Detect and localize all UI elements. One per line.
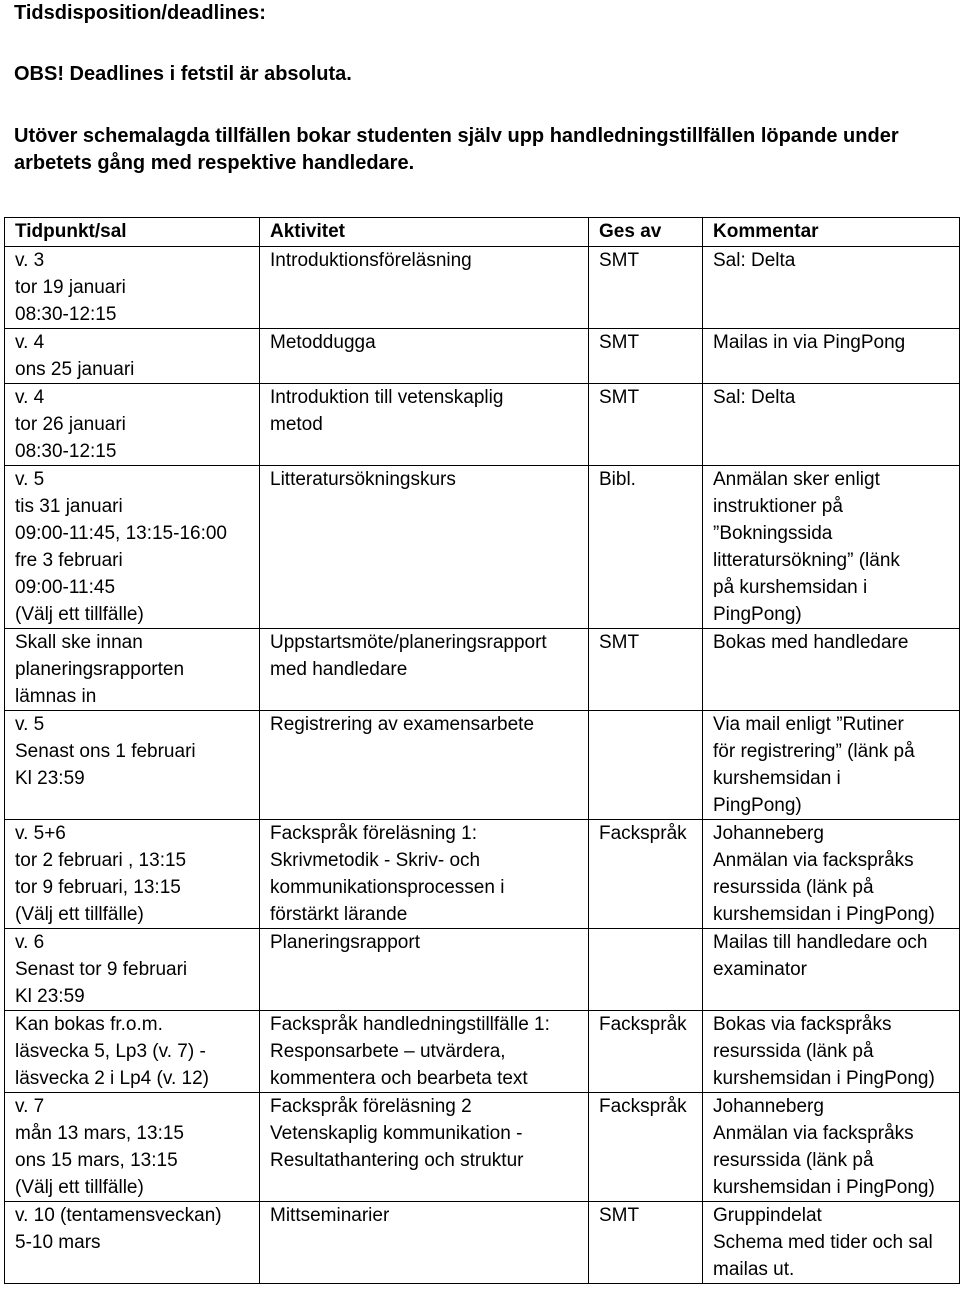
table-row bbox=[5, 820, 960, 929]
cell-given-by bbox=[589, 384, 703, 466]
schedule-table bbox=[4, 217, 960, 1284]
cell-comment bbox=[703, 1202, 960, 1284]
cell-activity-line: Metoddugga bbox=[270, 332, 376, 353]
cell-given-by bbox=[589, 929, 703, 1011]
cell-activity bbox=[260, 711, 589, 820]
cell-comment bbox=[703, 1011, 960, 1093]
cell-comment-line: på kurshemsidan i bbox=[713, 577, 868, 598]
cell-given-by bbox=[589, 820, 703, 929]
cell-activity-line: Vetenskaplig kommunikation - bbox=[270, 1123, 523, 1144]
cell-time-line: lämnas in bbox=[15, 686, 97, 707]
cell-time-line: 5-10 mars bbox=[15, 1232, 101, 1253]
cell-comment-line: kurshemsidan i PingPong) bbox=[713, 1068, 935, 1089]
cell-activity-line: Fackspråk föreläsning 1: bbox=[270, 823, 477, 844]
cell-time-line: läsvecka 5, Lp3 (v. 7) - bbox=[15, 1041, 206, 1062]
table-row bbox=[5, 466, 960, 629]
cell-activity bbox=[260, 820, 589, 929]
cell-comment bbox=[703, 1093, 960, 1202]
cell-activity bbox=[260, 384, 589, 466]
page-title: Tidsdisposition/deadlines: bbox=[14, 2, 266, 24]
cell-given-by-text: SMT bbox=[599, 387, 640, 408]
cell-time-line: 08:30-12:15 bbox=[15, 441, 117, 462]
cell-activity-line: Fackspråk handledningstillfälle 1: bbox=[270, 1014, 550, 1035]
cell-time-line: v. 5 bbox=[15, 714, 45, 735]
cell-comment-line: PingPong) bbox=[713, 604, 802, 625]
cell-comment-line: Gruppindelat bbox=[713, 1205, 822, 1226]
cell-given-by-text: SMT bbox=[599, 632, 640, 653]
cell-comment-line: litteratursökning” (länk bbox=[713, 550, 900, 571]
cell-time-line: tor 9 februari, 13:15 bbox=[15, 877, 181, 898]
cell-comment bbox=[703, 629, 960, 711]
cell-comment-line: Bokas med handledare bbox=[713, 632, 909, 653]
cell-time-line: tor 2 februari , 13:15 bbox=[15, 850, 187, 871]
cell-given-by-text: SMT bbox=[599, 1205, 640, 1226]
table-header-row bbox=[5, 218, 960, 247]
cell-activity-line: med handledare bbox=[270, 659, 408, 680]
cell-time-line: tor 26 januari bbox=[15, 414, 126, 435]
cell-time-line: v. 4 bbox=[15, 387, 45, 408]
cell-comment-line: Johanneberg bbox=[713, 1096, 824, 1117]
cell-given-by bbox=[589, 1093, 703, 1202]
cell-activity-line: Mittseminarier bbox=[270, 1205, 390, 1226]
header-comment: Kommentar bbox=[703, 218, 960, 247]
cell-time bbox=[5, 384, 260, 466]
cell-time bbox=[5, 820, 260, 929]
cell-given-by bbox=[589, 247, 703, 329]
cell-given-by bbox=[589, 1011, 703, 1093]
cell-comment-line: för registrering” (länk på bbox=[713, 741, 915, 762]
table-row bbox=[5, 629, 960, 711]
table-row bbox=[5, 929, 960, 1011]
cell-comment-line: Schema med tider och sal bbox=[713, 1232, 933, 1253]
cell-time bbox=[5, 247, 260, 329]
cell-activity-line: Planeringsrapport bbox=[270, 932, 420, 953]
cell-time bbox=[5, 1202, 260, 1284]
cell-given-by bbox=[589, 466, 703, 629]
cell-activity bbox=[260, 629, 589, 711]
cell-time bbox=[5, 929, 260, 1011]
cell-given-by-text: Fackspråk bbox=[599, 1096, 687, 1117]
cell-comment-line: Sal: Delta bbox=[713, 250, 796, 271]
cell-activity-line: metod bbox=[270, 414, 323, 435]
cell-given-by-text: Fackspråk bbox=[599, 823, 687, 844]
cell-given-by bbox=[589, 711, 703, 820]
cell-comment-line: resurssida (länk på bbox=[713, 1041, 874, 1062]
cell-time-line: v. 10 (tentamensveckan) bbox=[15, 1205, 222, 1226]
cell-time-line: v. 6 bbox=[15, 932, 45, 953]
cell-given-by bbox=[589, 1202, 703, 1284]
cell-comment-line: kurshemsidan i bbox=[713, 768, 841, 789]
cell-time-line: tor 19 januari bbox=[15, 277, 126, 298]
cell-activity-line: Introduktion till vetenskaplig bbox=[270, 387, 504, 408]
cell-time-line: ons 25 januari bbox=[15, 359, 135, 380]
cell-time-line: Kl 23:59 bbox=[15, 768, 85, 789]
cell-time bbox=[5, 466, 260, 629]
header-time: Tidpunkt/sal bbox=[5, 218, 260, 247]
cell-time-line: fre 3 februari bbox=[15, 550, 123, 571]
table-row bbox=[5, 1011, 960, 1093]
cell-activity-line: förstärkt lärande bbox=[270, 904, 408, 925]
cell-comment-line: examinator bbox=[713, 959, 807, 980]
cell-comment-line: Via mail enligt ”Rutiner bbox=[713, 714, 904, 735]
cell-comment bbox=[703, 820, 960, 929]
cell-activity bbox=[260, 247, 589, 329]
cell-time-line: (Välj ett tillfälle) bbox=[15, 1177, 144, 1198]
table-row bbox=[5, 247, 960, 329]
table-row bbox=[5, 329, 960, 384]
cell-comment-line: resurssida (länk på bbox=[713, 877, 874, 898]
cell-comment-line: Anmälan via fackspråks bbox=[713, 850, 914, 871]
cell-activity bbox=[260, 466, 589, 629]
cell-activity-line: Skrivmetodik - Skriv- och bbox=[270, 850, 481, 871]
cell-comment-line: Mailas till handledare och bbox=[713, 932, 928, 953]
cell-time-line: (Välj ett tillfälle) bbox=[15, 904, 144, 925]
cell-time-line: Kl 23:59 bbox=[15, 986, 85, 1007]
cell-activity bbox=[260, 1011, 589, 1093]
cell-comment bbox=[703, 384, 960, 466]
cell-time bbox=[5, 711, 260, 820]
cell-time-line: Senast ons 1 februari bbox=[15, 741, 196, 762]
cell-activity-line: Uppstartsmöte/planeringsrapport bbox=[270, 632, 547, 653]
cell-time-line: 09:00-11:45, 13:15-16:00 bbox=[15, 523, 227, 544]
cell-time-line: v. 3 bbox=[15, 250, 45, 271]
header-given-by: Ges av bbox=[589, 218, 703, 247]
cell-time-line: 09:00-11:45 bbox=[15, 577, 116, 598]
table-row bbox=[5, 711, 960, 820]
cell-time bbox=[5, 1011, 260, 1093]
cell-given-by bbox=[589, 629, 703, 711]
cell-comment-line: Bokas via fackspråks bbox=[713, 1014, 892, 1035]
schedule-rows bbox=[5, 247, 960, 1284]
cell-given-by-text: SMT bbox=[599, 250, 640, 271]
cell-activity bbox=[260, 329, 589, 384]
cell-comment bbox=[703, 247, 960, 329]
cell-comment-line: Anmälan via fackspråks bbox=[713, 1123, 914, 1144]
table-row bbox=[5, 1093, 960, 1202]
cell-comment-line: Mailas in via PingPong bbox=[713, 332, 906, 353]
cell-comment-line: PingPong) bbox=[713, 795, 802, 816]
cell-given-by-text: Bibl. bbox=[599, 469, 636, 490]
cell-time bbox=[5, 629, 260, 711]
booking-note: Utöver schemalagda tillfällen bokar studenten själv upp handledningstillfällen löpande under arbetets gång med respektive handledare. bbox=[14, 125, 899, 174]
cell-given-by-text: SMT bbox=[599, 332, 640, 353]
cell-time-line: Senast tor 9 februari bbox=[15, 959, 188, 980]
cell-time-line: Kan bokas fr.o.m. bbox=[15, 1014, 163, 1035]
cell-time bbox=[5, 1093, 260, 1202]
cell-comment bbox=[703, 466, 960, 629]
cell-comment-line: kurshemsidan i PingPong) bbox=[713, 1177, 935, 1198]
cell-activity-line: Registrering av examensarbete bbox=[270, 714, 535, 735]
cell-activity-line: Responsarbete – utvärdera, bbox=[270, 1041, 506, 1062]
table-row bbox=[5, 384, 960, 466]
cell-time bbox=[5, 329, 260, 384]
cell-given-by bbox=[589, 329, 703, 384]
cell-comment bbox=[703, 329, 960, 384]
cell-activity bbox=[260, 929, 589, 1011]
cell-time-line: v. 7 bbox=[15, 1096, 45, 1117]
cell-comment bbox=[703, 711, 960, 820]
cell-time-line: läsvecka 2 i Lp4 (v. 12) bbox=[15, 1068, 209, 1089]
cell-time-line: v. 4 bbox=[15, 332, 45, 353]
cell-time-line: v. 5 bbox=[15, 469, 45, 490]
cell-time-line: mån 13 mars, 13:15 bbox=[15, 1123, 184, 1144]
cell-activity-line: Fackspråk föreläsning 2 bbox=[270, 1096, 472, 1117]
cell-time-line: planeringsrapporten bbox=[15, 659, 185, 680]
cell-comment-line: mailas ut. bbox=[713, 1259, 795, 1280]
cell-activity-line: Resultathantering och struktur bbox=[270, 1150, 524, 1171]
cell-comment-line: Sal: Delta bbox=[713, 387, 796, 408]
cell-activity bbox=[260, 1202, 589, 1284]
table-row bbox=[5, 1202, 960, 1284]
cell-comment-line: instruktioner på bbox=[713, 496, 843, 517]
cell-time-line: 08:30-12:15 bbox=[15, 304, 117, 325]
cell-comment bbox=[703, 929, 960, 1011]
cell-time-line: (Välj ett tillfälle) bbox=[15, 604, 144, 625]
cell-time-line: tis 31 januari bbox=[15, 496, 123, 517]
cell-activity bbox=[260, 1093, 589, 1202]
cell-activity-line: Introduktionsföreläsning bbox=[270, 250, 472, 271]
cell-comment-line: Anmälan sker enligt bbox=[713, 469, 880, 490]
cell-activity-line: Litteratursökningskurs bbox=[270, 469, 456, 490]
cell-activity-line: kommentera och bearbeta text bbox=[270, 1068, 528, 1089]
header-activity: Aktivitet bbox=[260, 218, 589, 247]
deadline-note: OBS! Deadlines i fetstil är absoluta. bbox=[14, 63, 352, 85]
cell-comment-line: ”Bokningssida bbox=[713, 523, 833, 544]
cell-time-line: Skall ske innan bbox=[15, 632, 143, 653]
cell-comment-line: kurshemsidan i PingPong) bbox=[713, 904, 935, 925]
cell-activity-line: kommunikationsprocessen i bbox=[270, 877, 505, 898]
cell-time-line: v. 5+6 bbox=[15, 823, 66, 844]
cell-comment-line: Johanneberg bbox=[713, 823, 824, 844]
cell-given-by-text: Fackspråk bbox=[599, 1014, 687, 1035]
cell-time-line: ons 15 mars, 13:15 bbox=[15, 1150, 178, 1171]
cell-comment-line: resurssida (länk på bbox=[713, 1150, 874, 1171]
